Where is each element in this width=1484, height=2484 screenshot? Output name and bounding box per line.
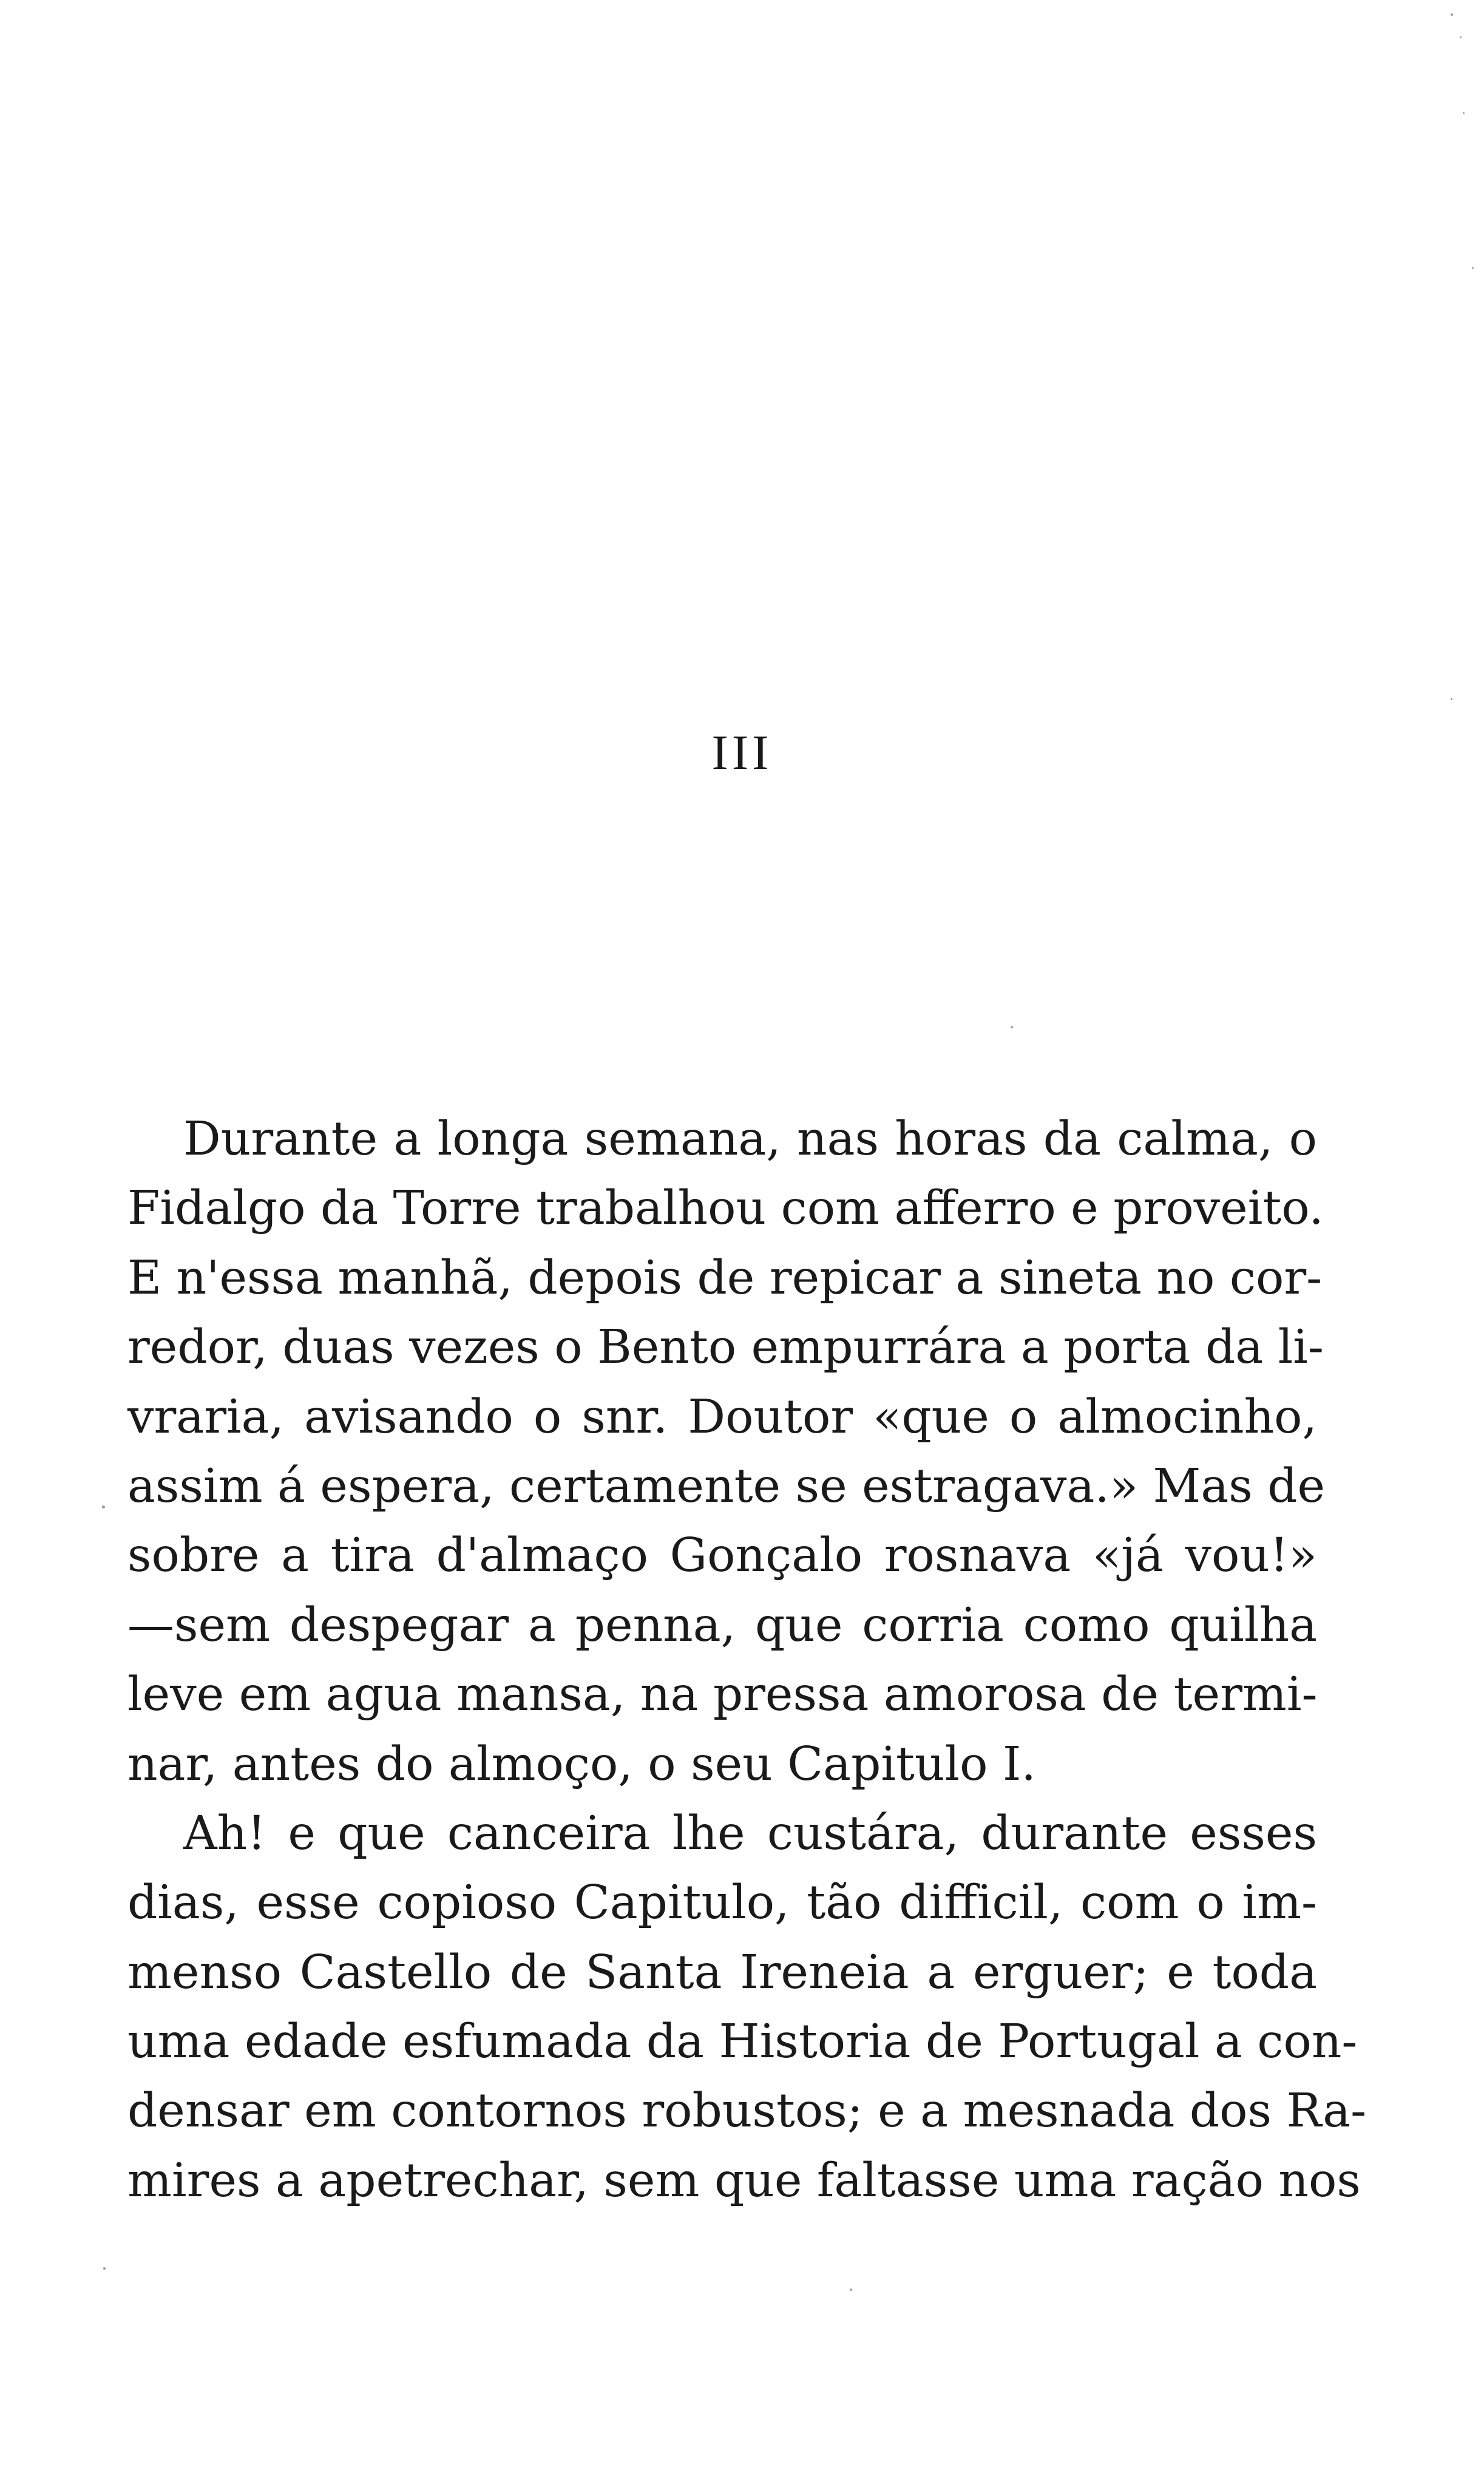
text-line: E n'essa manhã, depois de repicar a sineta no cor- (127, 1250, 1323, 1305)
body-text (127, 1105, 1367, 2216)
text-line: Fidalgo da Torre trabalhou com afferro e proveito. (127, 1181, 1324, 1236)
scan-speck (1011, 1026, 1013, 1028)
scan-speck (1451, 698, 1452, 700)
text-line: Ah! e que canceira lhe custára, durante esses (183, 1806, 1317, 1861)
paragraph-2 (127, 1799, 1367, 2216)
text-line: uma edade esfumada da Historia de Portugal a con- (127, 2015, 1358, 2069)
text-line: nar, antes do almoço, o seu Capitulo I. (127, 1737, 1036, 1791)
scan-speck (850, 2289, 852, 2291)
text-line: dias, esse copioso Capitulo, tão difficil, com o im- (127, 1876, 1317, 1930)
text-line: menso Castello de Santa Ireneia a erguer; e toda (127, 1945, 1317, 2000)
text-line: leve em agua mansa, na pressa amorosa de termi- (127, 1668, 1318, 1722)
text-line: redor, duas vezes o Bento empurrára a porta da li- (127, 1320, 1324, 1375)
text-line: vraria, avisando o snr. Doutor «que o almocinho, (127, 1390, 1317, 1444)
text-line: mires a apetrechar, sem que faltasse uma ração nos (127, 2153, 1361, 2208)
scan-speck (102, 1505, 105, 1508)
scan-speck (103, 2267, 106, 2270)
scan-speck (1472, 267, 1474, 269)
text-line: Durante a longa semana, nas horas da calma, o (183, 1112, 1317, 1166)
text-line: —sem despegar a penna, que corria como quilha (127, 1598, 1317, 1652)
text-line: densar em contornos robustos; e a mesnada dos Ra- (127, 2084, 1367, 2139)
chapter-heading: III (711, 725, 773, 780)
scan-speck (1451, 13, 1453, 16)
scan-speck (1463, 112, 1465, 114)
text-line: sobre a tira d'almaço Gonçalo rosnava «já vou!» (127, 1529, 1317, 1583)
paragraph-1 (127, 1105, 1326, 1799)
text-line: assim á espera, certamente se estragava.» Mas de (127, 1459, 1326, 1513)
scan-speck (1460, 36, 1462, 38)
